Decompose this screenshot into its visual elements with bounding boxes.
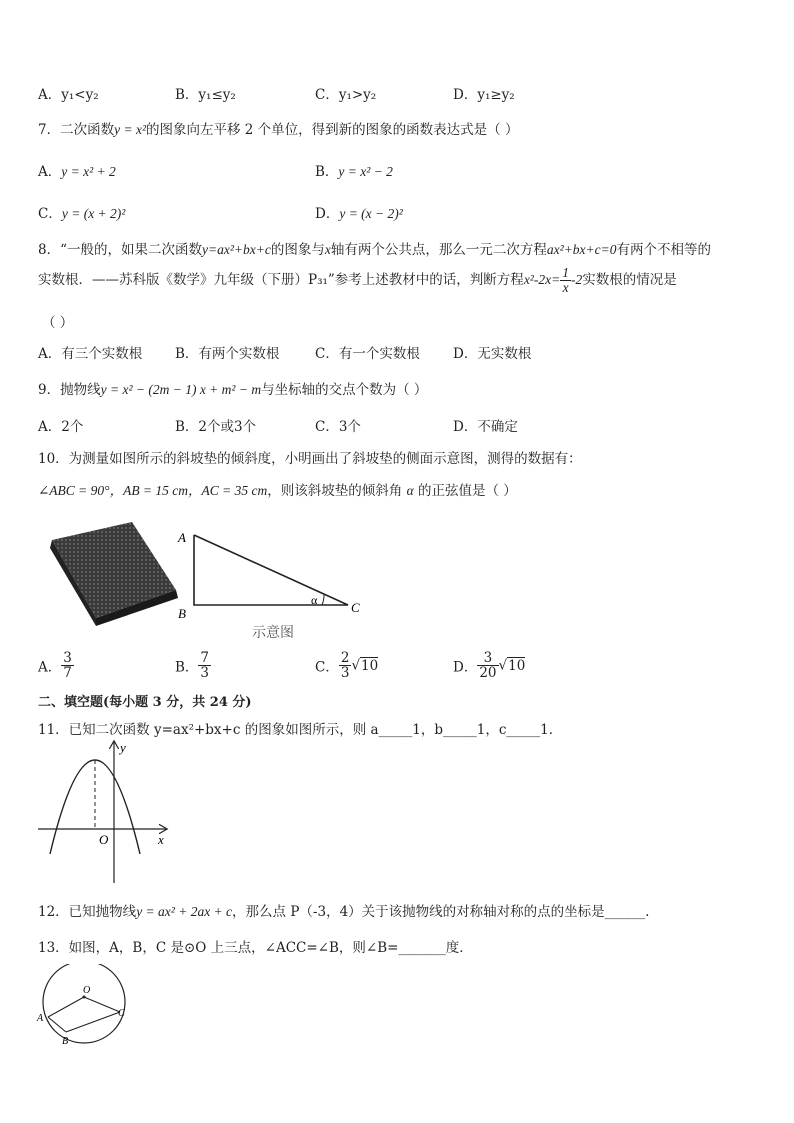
axis-x-label: x [158, 832, 164, 847]
slope-pad-photo [44, 522, 182, 632]
q8-option-a: A．有三个实数根 [38, 346, 143, 362]
vertex-c-label: C [351, 600, 360, 615]
q6-option-a: A．y₁<y₂ [38, 87, 99, 103]
diagram-caption: 示意图 [252, 625, 294, 641]
point-c-label: C [118, 1008, 125, 1019]
q9-option-d: D．不确定 [453, 419, 518, 435]
point-a-label: A [37, 1013, 44, 1024]
q8-option-d: D．无实数根 [453, 346, 532, 362]
q10-option-c: C． $\frac{2}{3}$ √10 [315, 650, 379, 682]
parabola-graph [36, 738, 176, 888]
q10-option-b: B． $\frac{7}{3}$ [175, 650, 210, 682]
q6-option-c: C．y₁>y₂ [315, 87, 377, 103]
q6-option-d: D．y₁≥y₂ [453, 87, 515, 103]
q11-stem: 11．已知二次函数 y=ax²+bx+c 的图象如图所示，则 a_____1，b_____1，c_____1． [38, 722, 563, 738]
q13-stem: 13．如图，A，B，C 是⊙O 上三点，∠ACC=∠B，则∠B=_______度． [38, 940, 473, 956]
vertex-b-label: B [178, 606, 186, 621]
q7-option-c: C．y = (x + 2)² [38, 206, 126, 222]
q9-option-c: C．3个 [315, 419, 361, 435]
q9-stem: 9．抛物线y = x² − (2m − 1) x + m² − m与坐标轴的交点个数为（ ） [38, 382, 428, 398]
q7-stem: 7．二次函数y = x²的图象向左平移 2 个单位，得到新的图象的函数表达式是（ ） [38, 122, 519, 138]
center-o-label: O [83, 985, 91, 996]
q7-option-a: A．y = x² + 2 [38, 164, 116, 180]
point-b-label: B [62, 1036, 69, 1046]
q10-option-a: A． $\frac{3}{7}$ [38, 650, 72, 682]
q7-option-d: D．y = (x − 2)² [315, 206, 403, 222]
q10-line1: 10．为测量如图所示的斜坡垫的倾斜度，小明画出了斜坡垫的侧面示意图，测得的数据有： [38, 451, 582, 467]
q8-line2: 实数根．——苏科版《数学》九年级（下册）P₃₁”参考上述教材中的话，判断方程x²-2x= $\frac{1}{x}$ -2实数根的情况是 [38, 265, 677, 296]
q12-stem: 12．已知抛物线y = ax² + 2ax + c，那么点 P（-3，4）关于该抛物线的对称轴对称的点的坐标是______. [38, 904, 650, 920]
axis-y-label: y [120, 740, 126, 755]
origin-label: O [99, 832, 109, 847]
section-heading: 二、填空题(每小题 3 分，共 24 分) [38, 695, 252, 710]
vertex-a-label: A [178, 530, 186, 545]
q8-fraction: $\frac{1}{x}$ [562, 265, 569, 296]
q8-line1: 8．“一般的，如果二次函数y=ax²+bx+c的图象与x轴有两个公共点，那么一元二次方程ax²+bx+c=0有两个不相等的 [38, 242, 711, 258]
q10-option-d: D． $\frac{3}{20}$ √10 [453, 650, 526, 682]
q8-answer-paren: （ ） [42, 315, 74, 331]
q9-option-b: B．2个或3个 [175, 419, 257, 435]
q9-option-a: A．2个 [38, 419, 84, 435]
q10-line2: ∠ABC = 90°，AB = 15 cm，AC = 35 cm，则该斜坡垫的倾斜角 α 的正弦值是（ ） [38, 483, 517, 499]
q6-option-b: B．y₁≤y₂ [175, 87, 236, 103]
triangle-diagram [172, 525, 372, 645]
q8-option-c: C．有一个实数根 [315, 346, 420, 362]
q7-option-b: B．y = x² − 2 [315, 164, 393, 180]
angle-alpha-label: α [311, 593, 318, 607]
circle-diagram [34, 964, 134, 1046]
q8-option-b: B．有两个实数根 [175, 346, 280, 362]
